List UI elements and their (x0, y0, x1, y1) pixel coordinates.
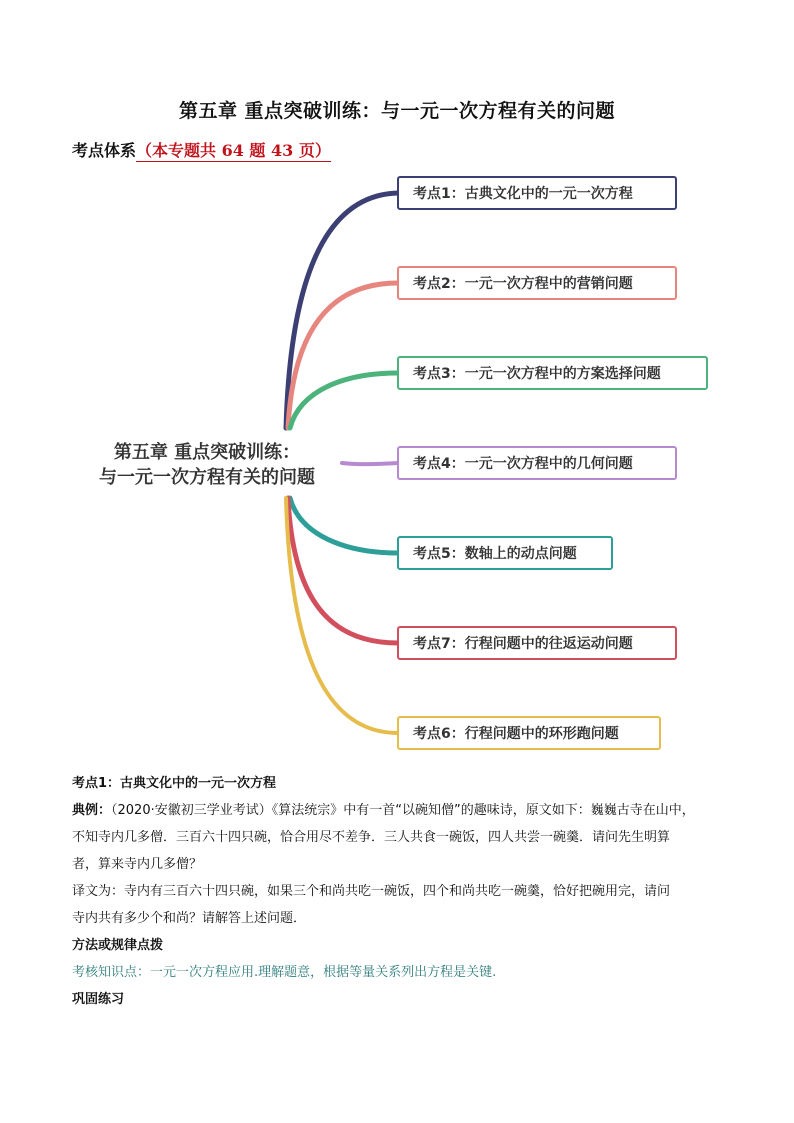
method-text: 考核知识点：一元一次方程应用.理解题意，根据等量关系列出方程是关键. (72, 965, 497, 980)
example-line-1 (72, 797, 727, 824)
connector-4 (342, 463, 398, 464)
translation-line-2: 寺内共有多少个和尚？请解答上述问题． (72, 911, 307, 926)
mindmap-node-5: 考点5：数轴上的动点问题 (397, 536, 613, 570)
example-line-3: 者，算来寺内几多僧？ (72, 857, 203, 872)
example-line-2: 不知寺内几多僧．三百六十四只碗，恰合用尽不差争．三人共食一碗饭，四人共尝一碗羹．请问先生明算 (72, 830, 671, 845)
mindmap-node-4: 考点4：一元一次方程中的几何问题 (397, 446, 677, 480)
mindmap-center-line2: 与一元一次方程有关的问题 (99, 467, 315, 488)
connector-7 (286, 498, 398, 733)
example-label: 典例： (72, 803, 112, 818)
mindmap-node-2: 考点2：一元一次方程中的营销问题 (397, 266, 677, 300)
mindmap-center-line1: 第五章 重点突破训练： (113, 442, 301, 463)
connector-5 (290, 498, 398, 553)
exam-system-label: 考点体系 (72, 141, 137, 160)
connector-2 (288, 283, 398, 428)
mindmap-node-3: 考点3：一元一次方程中的方案选择问题 (397, 356, 708, 390)
page-title: 第五章 重点突破训练：与一元一次方程有关的问题 (178, 100, 616, 122)
example-text-1: （2020·安徽初三学业考试）《算法统宗》中有一首“以碗知僧”的趣味诗，原文如下：巍巍古寺在山中， (111, 803, 695, 818)
section-content (72, 770, 727, 1013)
connector-3 (290, 373, 398, 428)
mindmap-node-1: 考点1：古典文化中的一元一次方程 (397, 176, 677, 210)
mindmap-node-7: 考点7：行程问题中的往返运动问题 (397, 626, 677, 660)
mindmap-node-6: 考点6：行程问题中的环形跑问题 (397, 716, 661, 750)
method-heading: 方法或规律点拨 (72, 938, 164, 953)
translation-line-1: 译文为：寺内有三百六十四只碗，如果三个和尚共吃一碗饭，四个和尚共吃一碗羹，恰好把碗用完，请问 (72, 884, 671, 899)
connector-1 (286, 193, 398, 428)
mindmap-center (82, 440, 332, 490)
practice-heading: 巩固练习 (72, 992, 125, 1007)
exam-system-note: （本专题共 64 题 43 页） (136, 141, 331, 160)
section-heading: 考点1：古典文化中的一元一次方程 (72, 776, 277, 791)
